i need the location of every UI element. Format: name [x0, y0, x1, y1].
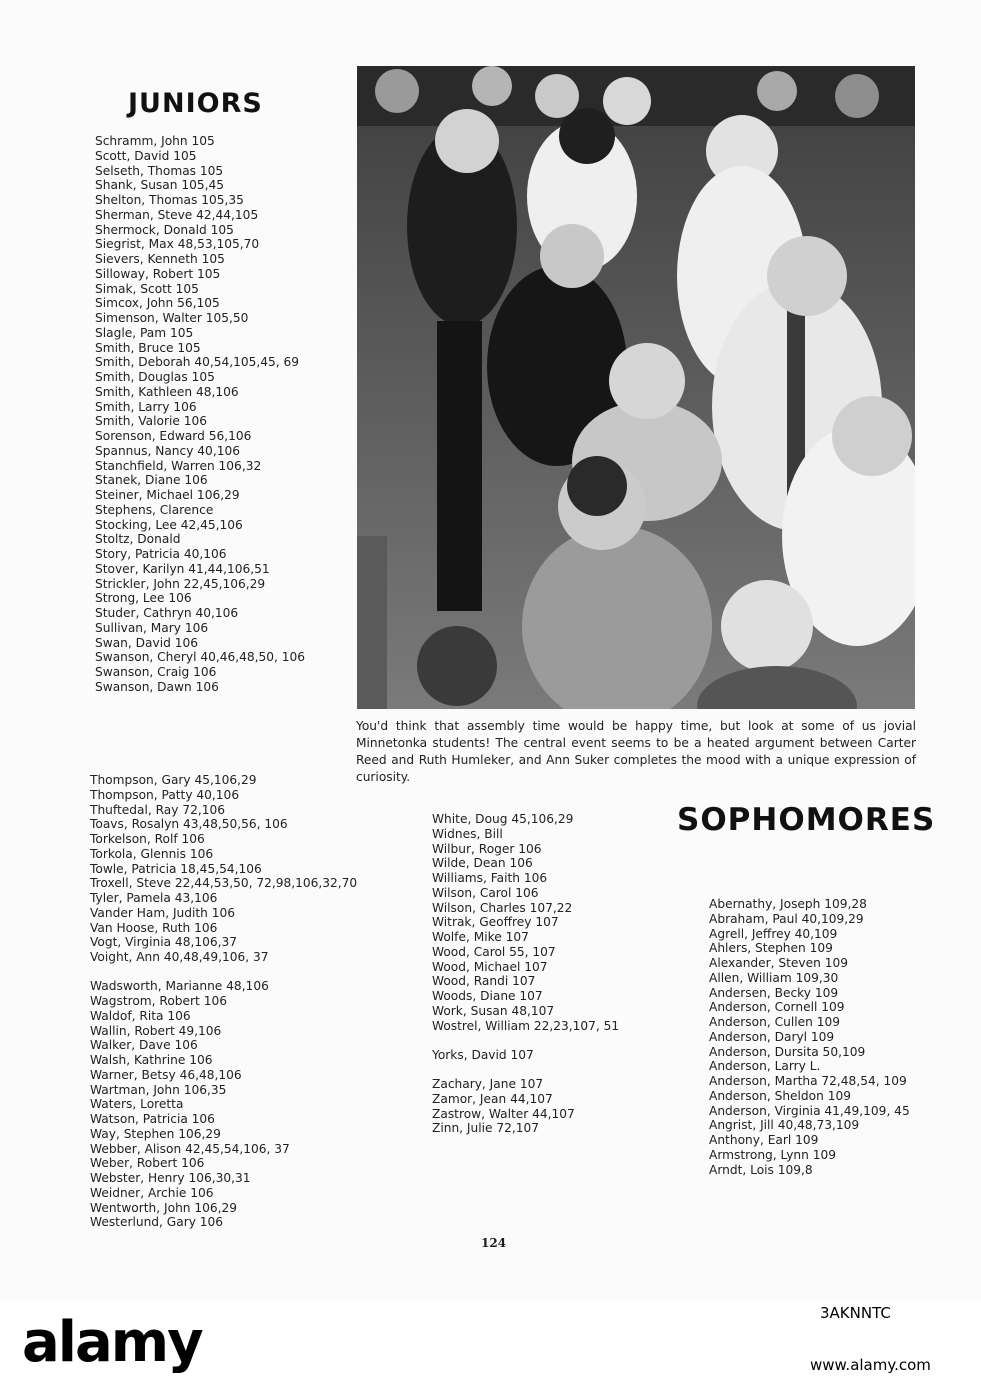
- index-entry: Slagle, Pam 105: [95, 325, 194, 340]
- index-entry: Anderson, Cullen 109: [709, 1015, 840, 1029]
- index-entry: Zinn, Julie 72,107: [432, 1121, 540, 1136]
- index-entry: Stover, Karilyn 41,44,106,51: [95, 561, 270, 576]
- index-entry: Zamor, Jean 44,107: [432, 1091, 553, 1106]
- index-entry: Yorks, David 107: [432, 1047, 534, 1062]
- index-entry: Arndt, Lois 109,8: [709, 1162, 813, 1177]
- index-entry: Anderson, Dursita 50,109: [709, 1044, 866, 1059]
- index-entry: Wartman, John 106,35: [90, 1082, 227, 1097]
- photo-caption: You'd think that assembly time would be happy time, but look at some of us jovial Minnetonka students! The central event seems to be a heated argument between Carter Reed and Ruth Humleker, and Ann Suker completes the mood with a unique expression of curiosity.: [356, 719, 916, 784]
- index-entry: Torkelson, Rolf 106: [90, 832, 205, 846]
- index-entry: Simak, Scott 105: [95, 281, 199, 296]
- index-entry: Anderson, Sheldon 109: [709, 1088, 851, 1103]
- assembly-photo: [357, 66, 915, 709]
- index-entry: Swanson, Cheryl 40,46,48,50, 106: [95, 650, 306, 665]
- index-entry: Weber, Robert 106: [90, 1156, 205, 1171]
- index-entry: Torkola, Glennis 106: [90, 846, 214, 861]
- index-entry: Simcox, John 56,105: [95, 296, 220, 311]
- index-entry: Voight, Ann 40,48,49,106, 37: [90, 950, 269, 964]
- index-entry: Schramm, John 105: [95, 134, 215, 148]
- index-entry: Weidner, Archie 106: [90, 1185, 214, 1200]
- index-entry: Sievers, Kenneth 105: [95, 252, 225, 266]
- index-entry: Sullivan, Mary 106: [95, 620, 209, 635]
- index-entry: Spannus, Nancy 40,106: [95, 443, 240, 458]
- alamy-logo: alamy: [22, 1310, 202, 1375]
- index-entry: Sherman, Steve 42,44,105: [95, 207, 259, 222]
- index-entry: Swan, David 106: [95, 635, 198, 650]
- index-entry: Scott, David 105: [95, 148, 197, 163]
- index-entry: Stanek, Diane 106: [95, 473, 208, 488]
- index-entry: Troxell, Steve 22,44,53,50, 72,98,106,32,70: [90, 876, 358, 891]
- index-entry: Wilde, Dean 106: [432, 856, 533, 871]
- index-entry: Armstrong, Lynn 109: [709, 1147, 837, 1162]
- page-number: 124: [481, 1236, 507, 1250]
- index-entry: Wentworth, John 106,29: [90, 1200, 238, 1215]
- juniors-heading: JUNIORS: [128, 88, 263, 119]
- index-entry: Webber, Alison 42,45,54,106, 37: [90, 1141, 290, 1156]
- index-entry: Siegrist, Max 48,53,105,70: [95, 237, 260, 252]
- index-entry: Work, Susan 48,107: [432, 1003, 555, 1018]
- index-entry: Smith, Bruce 105: [95, 340, 201, 355]
- index-entry: Wood, Carol 55, 107: [432, 944, 556, 959]
- index-entry: Smith, Valorie 106: [95, 414, 207, 429]
- sophomores-list: [709, 897, 910, 1177]
- index-entry: Wood, Randi 107: [432, 974, 536, 989]
- index-entry: Vogt, Virginia 48,106,37: [90, 935, 237, 950]
- index-entry: Westerlund, Gary 106: [90, 1215, 224, 1230]
- crowd-photo-illustration: [357, 66, 915, 709]
- index-entry: Agrell, Jeffrey 40,109: [709, 926, 838, 941]
- index-entry: Anthony, Earl 109: [709, 1133, 819, 1147]
- index-entry: Wilbur, Roger 106: [432, 841, 542, 856]
- index-entry: Waters, Loretta: [90, 1097, 184, 1112]
- index-entry: Anderson, Daryl 109: [709, 1029, 835, 1044]
- index-entry: Angrist, Jill 40,48,73,109: [709, 1118, 860, 1133]
- index-entry: Anderson, Larry L.: [709, 1059, 821, 1074]
- index-entry: Wilson, Charles 107,22: [432, 900, 573, 915]
- index-entry: Strickler, John 22,45,106,29: [95, 576, 266, 591]
- index-entry: Steiner, Michael 106,29: [95, 488, 240, 502]
- index-entry: Zachary, Jane 107: [432, 1077, 544, 1091]
- index-entry: Ahlers, Stephen 109: [709, 941, 833, 956]
- index-entry: Warner, Betsy 46,48,106: [90, 1067, 242, 1082]
- index-entry: Thuftedal, Ray 72,106: [90, 802, 225, 817]
- index-entry: Wostrel, William 22,23,107, 51: [432, 1018, 620, 1033]
- index-entry: Smith, Larry 106: [95, 399, 197, 414]
- index-entry: Selseth, Thomas 105: [95, 163, 224, 178]
- index-entry: Anderson, Virginia 41,49,109, 45: [709, 1103, 910, 1118]
- index-entry: Anderson, Cornell 109: [709, 1000, 845, 1015]
- image-id: 3AKNNTC: [820, 1304, 891, 1322]
- index-entry: Strong, Lee 106: [95, 591, 192, 606]
- index-entry: Witrak, Geoffrey 107: [432, 915, 559, 930]
- index-entry: Shermock, Donald 105: [95, 222, 234, 237]
- index-entry: Studer, Cathryn 40,106: [95, 606, 239, 620]
- index-entry: Walsh, Kathrine 106: [90, 1053, 213, 1067]
- index-entry: Stephens, Clarence: [95, 502, 214, 517]
- index-entry: Swanson, Dawn 106: [95, 679, 219, 694]
- index-entry: Wadsworth, Marianne 48,106: [90, 979, 269, 994]
- index-entry: Watson, Patricia 106: [90, 1112, 215, 1126]
- index-entry: Smith, Douglas 105: [95, 370, 215, 384]
- juniors-list-column-2: [432, 812, 619, 1136]
- index-entry: Van Hoose, Ruth 106: [90, 920, 218, 935]
- index-entry: Smith, Kathleen 48,106: [95, 384, 239, 399]
- index-entry: Alexander, Steven 109: [709, 956, 848, 970]
- index-entry: Waldof, Rita 106: [90, 1008, 191, 1023]
- index-entry: Thompson, Patty 40,106: [90, 787, 240, 802]
- index-entry: Abraham, Paul 40,109,29: [709, 911, 864, 926]
- index-entry: Stocking, Lee 42,45,106: [95, 517, 243, 532]
- index-entry: Wagstrom, Robert 106: [90, 994, 227, 1008]
- index-entry: White, Doug 45,106,29: [432, 812, 574, 826]
- index-entry: Shank, Susan 105,45: [95, 178, 224, 193]
- juniors-list-column-1-continued: [90, 773, 357, 1230]
- index-entry: Anderson, Martha 72,48,54, 109: [709, 1074, 907, 1088]
- index-entry: Wood, Michael 107: [432, 959, 548, 974]
- index-entry: Shelton, Thomas 105,35: [95, 193, 244, 207]
- index-entry: Toavs, Rosalyn 43,48,50,56, 106: [90, 817, 288, 832]
- index-entry: Story, Patricia 40,106: [95, 547, 227, 561]
- index-entry: Walker, Dave 106: [90, 1038, 198, 1053]
- index-entry: Swanson, Craig 106: [95, 665, 217, 679]
- index-entry: Allen, William 109,30: [709, 970, 839, 985]
- index-entry: Towle, Patricia 18,45,54,106: [90, 861, 262, 876]
- index-entry: Stoltz, Donald: [95, 532, 181, 547]
- index-entry: Thompson, Gary 45,106,29: [90, 773, 257, 787]
- index-entry: Woods, Diane 107: [432, 989, 543, 1003]
- watermark-url: www.alamy.com: [810, 1356, 931, 1374]
- index-entry: Stanchfield, Warren 106,32: [95, 458, 262, 473]
- index-entry: Smith, Deborah 40,54,105,45, 69: [95, 355, 300, 370]
- index-entry: Way, Stephen 106,29: [90, 1126, 221, 1141]
- index-entry: Widnes, Bill: [432, 826, 503, 841]
- index-entry: Silloway, Robert 105: [95, 266, 221, 281]
- index-entry: Wilson, Carol 106: [432, 885, 539, 900]
- index-entry: Andersen, Becky 109: [709, 985, 839, 1000]
- index-entry: Tyler, Pamela 43,106: [90, 891, 218, 905]
- index-entry: Vander Ham, Judith 106: [90, 905, 236, 920]
- index-entry: Sorenson, Edward 56,106: [95, 429, 252, 443]
- sophomores-heading: SOPHOMORES: [677, 802, 936, 838]
- index-entry: Williams, Faith 106: [432, 871, 548, 885]
- index-entry: Zastrow, Walter 44,107: [432, 1106, 575, 1121]
- index-entry: Wolfe, Mike 107: [432, 930, 529, 944]
- index-entry: Wallin, Robert 49,106: [90, 1023, 222, 1038]
- index-entry: Webster, Henry 106,30,31: [90, 1171, 251, 1185]
- juniors-list-column-1: [95, 134, 305, 695]
- index-entry: Simenson, Walter 105,50: [95, 311, 249, 325]
- index-entry: Abernathy, Joseph 109,28: [709, 897, 867, 911]
